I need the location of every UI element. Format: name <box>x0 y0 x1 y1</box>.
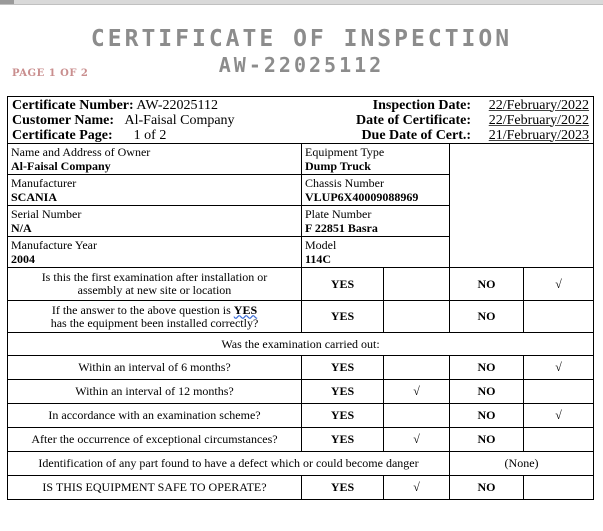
chassis-cell <box>302 175 450 206</box>
no-tick-cell: √ <box>524 268 594 301</box>
certificate-page-label: Certificate Page: <box>12 127 113 143</box>
no-tick-cell: √ <box>524 404 594 428</box>
chassis-label: Chassis Number <box>305 176 384 190</box>
question-row-installed <box>8 301 594 333</box>
equipment-type-value: Dump Truck <box>305 159 371 173</box>
defect-answer: (None) <box>450 452 594 476</box>
certificate-left-details <box>12 98 235 143</box>
due-date-label: Due Date of Cert.: <box>361 127 472 143</box>
model-value: 114C <box>305 252 332 266</box>
certificate-right-details <box>356 98 589 143</box>
no-cell: NO <box>450 476 524 500</box>
question-row-defect <box>8 452 594 476</box>
no-cell: NO <box>450 380 524 404</box>
question-safe: IS THIS EQUIPMENT SAFE TO OPERATE? <box>8 476 302 500</box>
document-title: CERTIFICATE OF INSPECTION <box>90 26 513 52</box>
yes-cell: YES <box>302 428 384 452</box>
section-row-carried-out <box>8 333 594 356</box>
certificate-table <box>7 96 594 500</box>
no-tick-cell: √ <box>524 356 594 380</box>
equipment-type-label: Equipment Type <box>305 145 385 159</box>
chassis-value: VLUP6X40009088969 <box>305 190 419 204</box>
blank-side-cell <box>450 144 594 268</box>
no-cell: NO <box>450 428 524 452</box>
no-tick-cell <box>524 380 594 404</box>
no-cell: NO <box>450 268 524 301</box>
question-row-interval-6 <box>8 356 594 380</box>
manufacturer-cell <box>8 175 302 206</box>
year-label: Manufacture Year <box>11 238 97 252</box>
yes-cell: YES <box>302 268 384 301</box>
date-of-certificate-value: 22/February/2022 <box>488 112 590 128</box>
no-tick-cell <box>524 301 594 333</box>
certificate-code: AW-22025112 <box>218 53 385 77</box>
year-cell <box>8 237 302 268</box>
question-first-exam: Is this the first examination after installation or assembly at new site or location <box>8 268 302 301</box>
date-of-certificate-label: Date of Certificate: <box>356 112 472 128</box>
owner-label: Name and Address of Owner <box>11 145 151 159</box>
yes-emphasis: YES <box>233 302 258 317</box>
yes-tick-cell <box>384 268 450 301</box>
question-interval-6: Within an interval of 6 months? <box>8 356 302 380</box>
year-value: 2004 <box>11 252 35 266</box>
serial-value: N/A <box>11 221 32 235</box>
serial-cell <box>8 206 302 237</box>
no-cell: NO <box>450 356 524 380</box>
no-tick-cell <box>524 476 594 500</box>
plate-value: F 22851 Basra <box>305 221 378 235</box>
no-cell: NO <box>450 301 524 333</box>
top-rule <box>0 0 603 5</box>
owner-type-row <box>8 144 594 175</box>
certificate-number-value: AW-22025112 <box>136 97 218 113</box>
no-tick-cell <box>524 428 594 452</box>
question-row-interval-12 <box>8 380 594 404</box>
question-row-safe <box>8 476 594 500</box>
yes-cell: YES <box>302 301 384 333</box>
question-scheme: In accordance with an examination scheme? <box>8 404 302 428</box>
question-exceptional: After the occurrence of exceptional circumstances? <box>8 428 302 452</box>
question-defect: Identification of any part found to have a defect which or could become danger <box>8 452 450 476</box>
yes-tick-cell <box>384 356 450 380</box>
manufacturer-value: SCANIA <box>11 190 58 204</box>
question-installed: If the answer to the above question is YES has the equipment been installed correctly? <box>8 301 302 333</box>
owner-value: Al-Faisal Company <box>11 159 111 173</box>
model-label: Model <box>305 238 337 252</box>
certificate-header-row <box>8 97 594 144</box>
yes-cell: YES <box>302 356 384 380</box>
yes-tick-cell <box>384 301 450 333</box>
section-carried-out: Was the examination carried out: <box>8 333 594 356</box>
top-rule-marker <box>0 0 14 4</box>
no-cell: NO <box>450 404 524 428</box>
certificate-page-value: 1 of 2 <box>133 127 167 143</box>
yes-cell: YES <box>302 404 384 428</box>
page-indicator: PAGE 1 OF 2 <box>12 68 89 79</box>
equipment-type-cell <box>302 144 450 175</box>
manufacturer-label: Manufacturer <box>11 176 77 190</box>
plate-cell <box>302 206 450 237</box>
due-date-value: 21/February/2023 <box>488 127 590 143</box>
yes-cell: YES <box>302 476 384 500</box>
question-interval-12: Within an interval of 12 months? <box>8 380 302 404</box>
yes-tick-cell: √ <box>384 380 450 404</box>
customer-name-label: Customer Name: <box>12 112 114 128</box>
inspection-date-label: Inspection Date: <box>372 97 472 113</box>
yes-tick-cell: √ <box>384 428 450 452</box>
certificate-number-label: Certificate Number: <box>12 97 134 113</box>
question-row-exceptional <box>8 428 594 452</box>
owner-cell <box>8 144 302 175</box>
serial-label: Serial Number <box>11 207 82 221</box>
yes-tick-cell: √ <box>384 476 450 500</box>
customer-name-value: Al-Faisal Company <box>124 112 235 128</box>
plate-label: Plate Number <box>305 207 372 221</box>
model-cell <box>302 237 450 268</box>
yes-cell: YES <box>302 380 384 404</box>
yes-tick-cell <box>384 404 450 428</box>
question-row-scheme <box>8 404 594 428</box>
inspection-date-value: 22/February/2022 <box>488 97 590 113</box>
certificate-header-cell <box>8 97 594 144</box>
question-row-first-exam <box>8 268 594 301</box>
